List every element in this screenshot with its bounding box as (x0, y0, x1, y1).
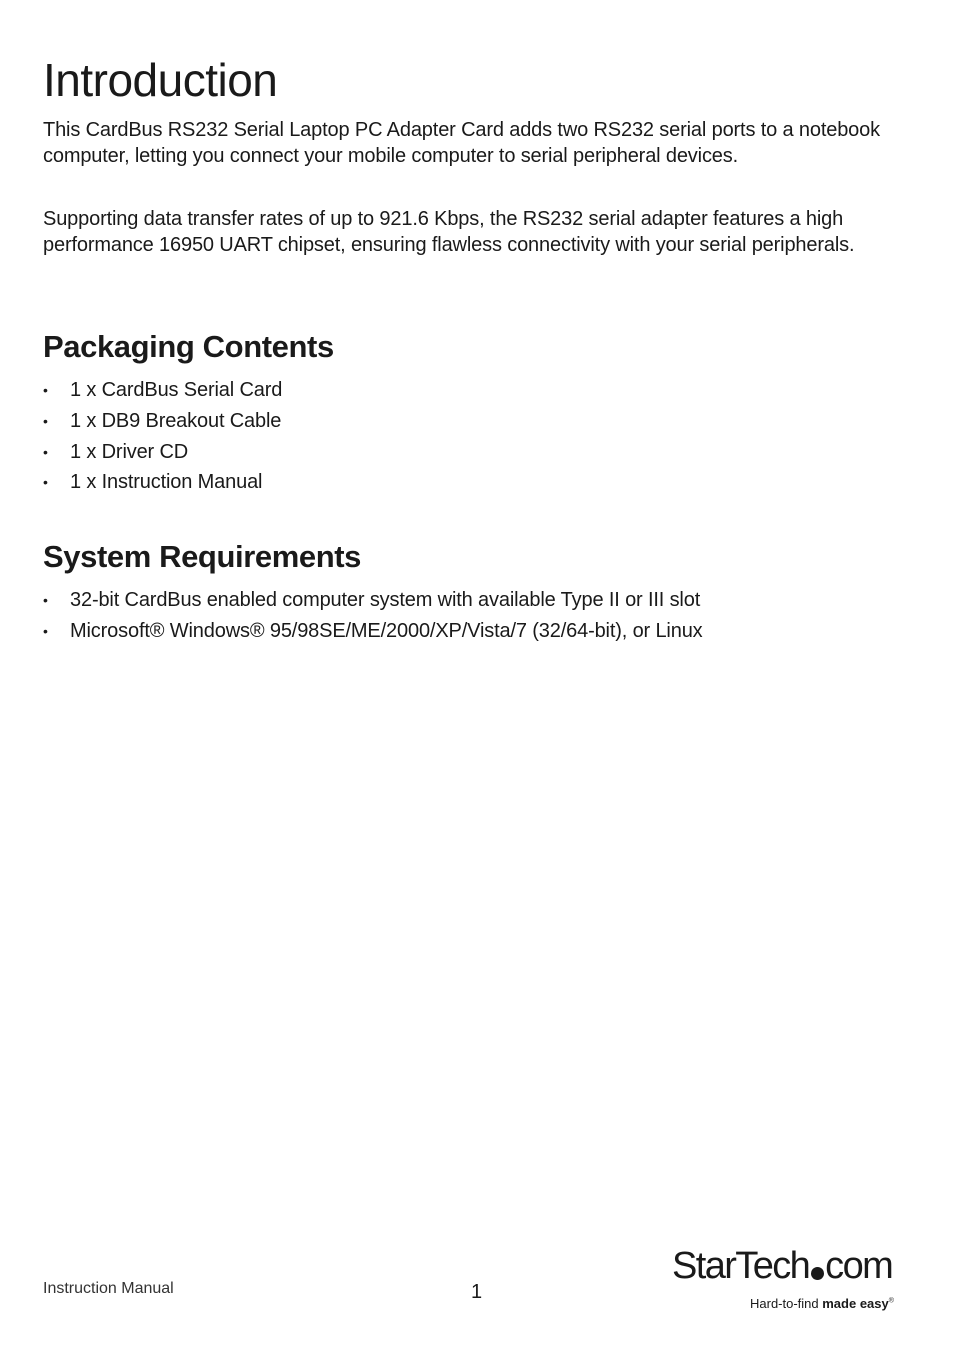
startech-logo (670, 1243, 920, 1323)
list-item-text: 1 x Driver CD (70, 440, 189, 463)
bullet-icon: • (43, 382, 48, 398)
logo-wordmark (672, 1243, 892, 1289)
system-requirements-heading: System Requirements (43, 539, 362, 574)
list-item-text: 1 x Instruction Manual (70, 471, 263, 494)
bullet-icon: • (43, 412, 48, 429)
logo-wordmark-suffix: com (825, 1245, 893, 1287)
introduction-paragraph-1: This CardBus RS232 Serial Laptop PC Adapter Card adds two RS232 serial ports to a notebook computer, letting you connect your mobile computer to serial peripheral devices. (43, 119, 880, 167)
logo-tagline-regular: Hard-to-find (750, 1296, 823, 1311)
list-item-text: 1 x CardBus Serial Card (70, 379, 283, 401)
bullet-icon: • (43, 622, 48, 639)
bullet-icon: • (43, 474, 48, 491)
logo-wordmark-name: StarTech (672, 1245, 810, 1287)
logo-tagline (750, 1296, 894, 1311)
registered-mark: ® (888, 1297, 894, 1305)
bullet-icon: • (43, 443, 48, 460)
list-item-text: Microsoft® Windows® 95/98SE/ME/2000/XP/Vista/7 (32/64-bit), or Linux (70, 619, 703, 642)
page-number: 1 (471, 1281, 483, 1303)
logo-tagline-bold: made easy (822, 1296, 889, 1311)
bullet-icon: • (43, 592, 48, 608)
list-item-text: 1 x DB9 Breakout Cable (70, 409, 282, 432)
introduction-paragraph-2: Supporting data transfer rates of up to 921.6 Kbps, the RS232 serial adapter features a high performance 16950 UART chipset, ensuring flawless connectivity with your serial peripherals. (43, 208, 855, 256)
list-item-text: 32-bit CardBus enabled computer system with available Type II or III slot (70, 589, 701, 611)
logo-dot-icon (811, 1267, 824, 1280)
footer-document-label: Instruction Manual (43, 1280, 174, 1297)
packaging-contents-heading: Packaging Contents (43, 329, 334, 364)
introduction-heading: Introduction (43, 54, 278, 106)
